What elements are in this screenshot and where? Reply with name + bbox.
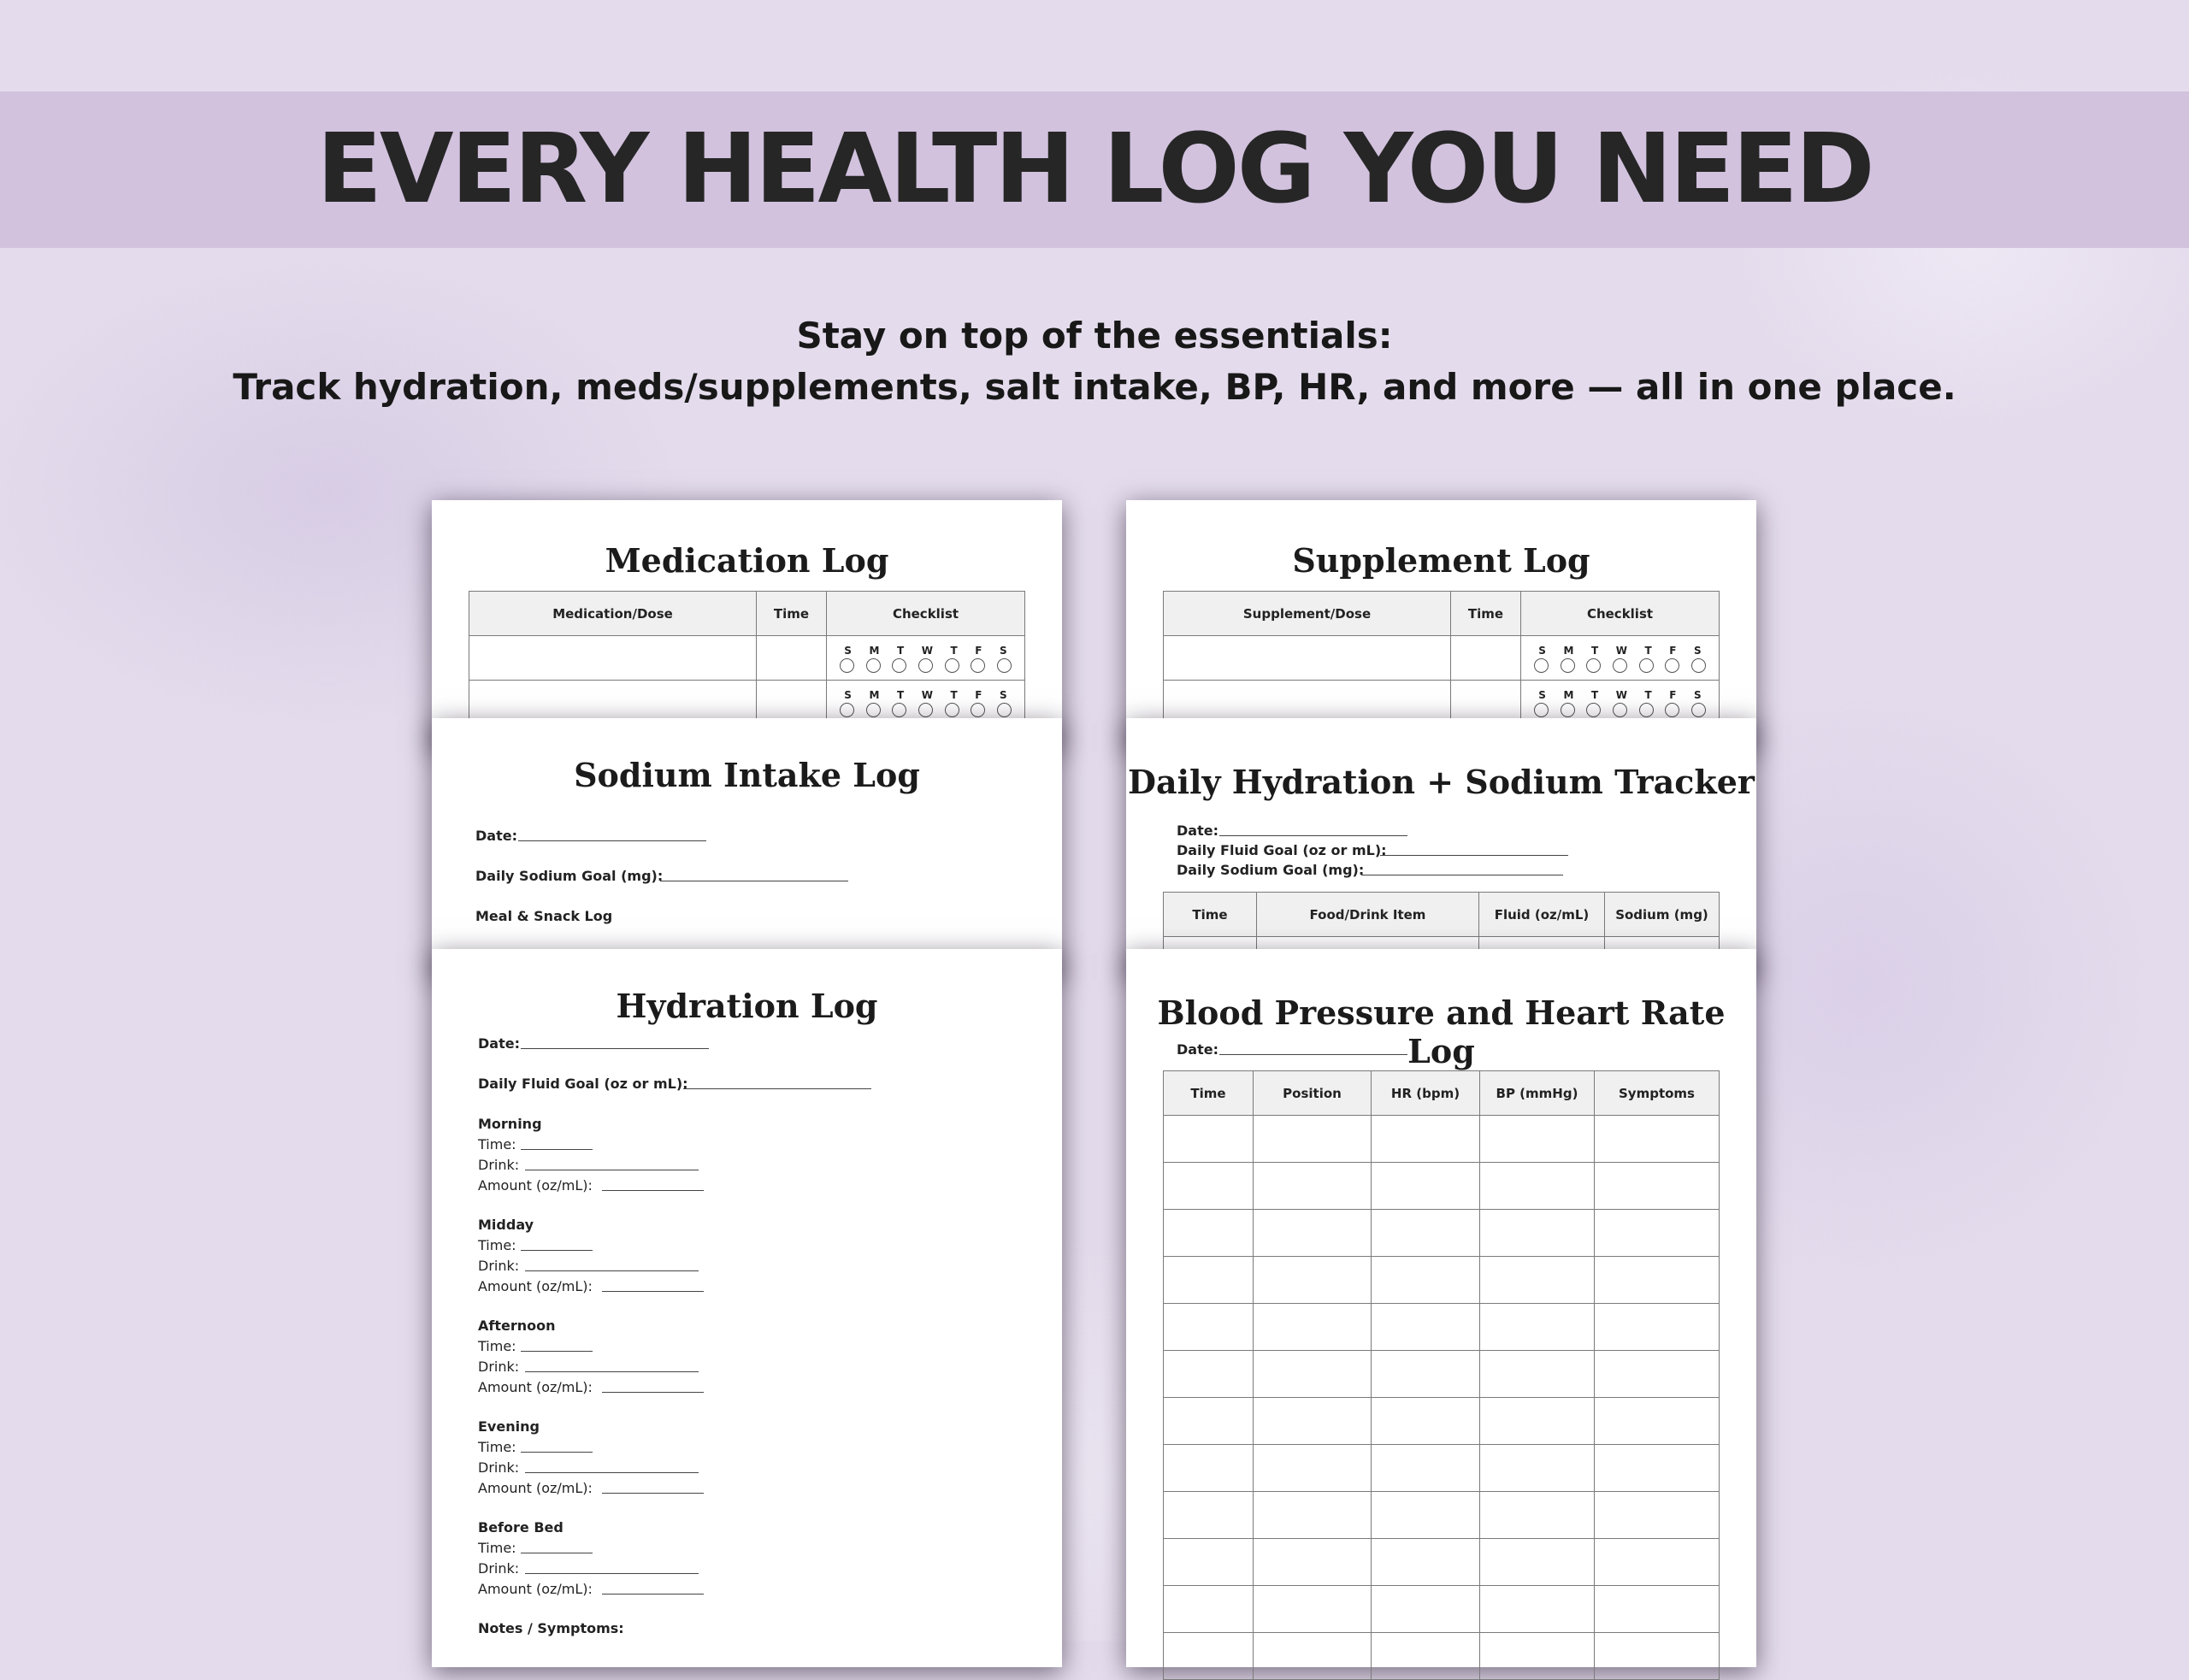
amount-field[interactable] xyxy=(602,1392,704,1393)
drink-field[interactable] xyxy=(525,1270,699,1271)
checkbox-circle[interactable] xyxy=(997,703,1012,717)
table-row xyxy=(1164,1304,1720,1351)
time-label: Time: xyxy=(478,1338,516,1354)
table-row xyxy=(1164,1351,1720,1398)
hydration-log-title: Hydration Log xyxy=(616,987,878,1025)
sodium-goal-label: Daily Sodium Goal (mg): xyxy=(475,868,664,884)
table-row xyxy=(1164,1633,1720,1680)
checkbox-circle[interactable] xyxy=(866,703,881,717)
checkbox-circle[interactable] xyxy=(918,658,933,673)
fluid-goal-label: Daily Fluid Goal (oz or mL): xyxy=(1177,842,1387,858)
checkbox-circle[interactable] xyxy=(1534,703,1549,717)
amount-label: Amount (oz/mL): xyxy=(478,1581,593,1597)
time-label: Time: xyxy=(478,1540,516,1556)
time-field[interactable] xyxy=(521,1351,593,1352)
checkbox-circle[interactable] xyxy=(1691,658,1706,673)
table-row xyxy=(1164,1116,1720,1163)
amount-label: Amount (oz/mL): xyxy=(478,1278,593,1294)
medication-log-page xyxy=(432,500,1062,748)
time-field[interactable] xyxy=(521,1250,593,1251)
weekday-checklist: S M T W T F S xyxy=(827,681,1025,725)
date-label: Date: xyxy=(478,1035,520,1052)
supplement-log-title: Supplement Log xyxy=(1292,541,1590,580)
tracker-title: Daily Hydration + Sodium Tracker xyxy=(1128,763,1755,801)
bp-hr-log-page xyxy=(1126,949,1756,1667)
notes-label: Notes / Symptoms: xyxy=(478,1620,624,1636)
sodium-goal-label: Daily Sodium Goal (mg): xyxy=(1177,862,1365,878)
column-header: HR (bpm) xyxy=(1372,1071,1480,1116)
column-header: Checklist xyxy=(1521,592,1720,636)
drink-label: Drink: xyxy=(478,1459,520,1476)
table-row xyxy=(1164,1586,1720,1633)
checkbox-circle[interactable] xyxy=(1561,703,1575,717)
amount-field[interactable] xyxy=(602,1493,704,1494)
checkbox-circle[interactable] xyxy=(1534,658,1549,673)
drink-field[interactable] xyxy=(525,1472,699,1473)
checkbox-circle[interactable] xyxy=(840,658,854,673)
checkbox-circle[interactable] xyxy=(945,658,959,673)
checkbox-circle[interactable] xyxy=(1561,658,1575,673)
weekday-checklist: S M T W T F S xyxy=(1521,681,1720,725)
table-row xyxy=(1164,1445,1720,1492)
column-header: Medication/Dose xyxy=(469,592,757,636)
date-field[interactable] xyxy=(1219,835,1407,836)
drink-label: Drink: xyxy=(478,1359,520,1375)
checkbox-circle[interactable] xyxy=(1613,658,1627,673)
weekday-checklist: S M T W T F S xyxy=(827,636,1025,681)
checkbox-circle[interactable] xyxy=(971,703,985,717)
page-title: EVERY HEALTH LOG YOU NEED xyxy=(316,114,1873,225)
table-row xyxy=(1164,1539,1720,1586)
sodium-log-page xyxy=(432,718,1062,975)
table-row xyxy=(1164,1257,1720,1304)
time-field[interactable] xyxy=(521,1452,593,1453)
checkbox-circle[interactable] xyxy=(1665,703,1679,717)
subtitle-line-2: Track hydration, meds/supplements, salt intake, BP, HR, and more — all in one place. xyxy=(233,366,1956,408)
supplement-log-page xyxy=(1126,500,1756,748)
amount-label: Amount (oz/mL): xyxy=(478,1379,593,1395)
sodium-log-title: Sodium Intake Log xyxy=(574,756,920,794)
time-label: Time: xyxy=(478,1439,516,1455)
column-header: Food/Drink Item xyxy=(1257,893,1479,937)
checkbox-circle[interactable] xyxy=(971,658,985,673)
tracker-page xyxy=(1126,718,1756,975)
amount-field[interactable] xyxy=(602,1594,704,1595)
checkbox-circle[interactable] xyxy=(945,703,959,717)
section-evening: Evening xyxy=(478,1418,540,1435)
medication-log-title: Medication Log xyxy=(605,541,889,580)
checkbox-circle[interactable] xyxy=(892,658,906,673)
medication-table xyxy=(469,591,1025,725)
weekday-checklist: S M T W T F S xyxy=(1521,636,1720,681)
column-header: Position xyxy=(1254,1071,1372,1116)
checkbox-circle[interactable] xyxy=(1665,658,1679,673)
date-field[interactable] xyxy=(521,1048,709,1049)
column-header: Fluid (oz/mL) xyxy=(1479,893,1605,937)
column-header: Time xyxy=(1164,893,1257,937)
amount-label: Amount (oz/mL): xyxy=(478,1480,593,1496)
checkbox-circle[interactable] xyxy=(1639,658,1654,673)
section-morning: Morning xyxy=(478,1116,542,1132)
table-row xyxy=(469,636,1025,681)
drink-field[interactable] xyxy=(525,1573,699,1574)
drink-field[interactable] xyxy=(525,1371,699,1372)
checkbox-circle[interactable] xyxy=(918,703,933,717)
time-field[interactable] xyxy=(521,1149,593,1150)
fluid-goal-field[interactable] xyxy=(683,1088,871,1089)
table-row xyxy=(1164,1398,1720,1445)
column-header: Time xyxy=(1451,592,1521,636)
checkbox-circle[interactable] xyxy=(997,658,1012,673)
column-header: BP (mmHg) xyxy=(1480,1071,1595,1116)
date-label: Date: xyxy=(475,828,517,844)
supplement-table xyxy=(1163,591,1720,725)
column-header: Symptoms xyxy=(1595,1071,1720,1116)
section-midday: Midday xyxy=(478,1217,534,1233)
checkbox-circle[interactable] xyxy=(1691,703,1706,717)
subtitle-line-1: Stay on top of the essentials: xyxy=(796,315,1393,357)
table-row xyxy=(1164,636,1720,681)
date-field[interactable] xyxy=(1219,1054,1407,1055)
drink-label: Drink: xyxy=(478,1157,520,1173)
date-label: Date: xyxy=(1177,1041,1218,1058)
header-banner xyxy=(0,91,2189,248)
column-header: Checklist xyxy=(827,592,1025,636)
bp-hr-log-title: Blood Pressure and Heart Rate Log xyxy=(1157,993,1726,1070)
table-row xyxy=(1164,1210,1720,1257)
checkbox-circle[interactable] xyxy=(1639,703,1654,717)
column-header: Sodium (mg) xyxy=(1605,893,1720,937)
time-label: Time: xyxy=(478,1136,516,1152)
hydration-log-page xyxy=(432,949,1062,1667)
time-label: Time: xyxy=(478,1237,516,1253)
meal-log-label: Meal & Snack Log xyxy=(475,908,613,924)
fluid-goal-field[interactable] xyxy=(1380,855,1568,856)
checkbox-circle[interactable] xyxy=(1613,703,1627,717)
amount-label: Amount (oz/mL): xyxy=(478,1177,593,1194)
checkbox-circle[interactable] xyxy=(1586,658,1601,673)
checkbox-circle[interactable] xyxy=(840,703,854,717)
table-row xyxy=(1164,1492,1720,1539)
fluid-goal-label: Daily Fluid Goal (oz or mL): xyxy=(478,1076,688,1092)
table-row xyxy=(1164,1163,1720,1210)
checkbox-circle[interactable] xyxy=(866,658,881,673)
drink-label: Drink: xyxy=(478,1560,520,1577)
date-field[interactable] xyxy=(518,840,706,841)
date-label: Date: xyxy=(1177,822,1218,839)
bp-hr-table xyxy=(1163,1070,1720,1680)
amount-field[interactable] xyxy=(602,1190,704,1191)
checkbox-circle[interactable] xyxy=(1586,703,1601,717)
column-header: Supplement/Dose xyxy=(1164,592,1451,636)
amount-field[interactable] xyxy=(602,1291,704,1292)
section-afternoon: Afternoon xyxy=(478,1317,556,1334)
drink-label: Drink: xyxy=(478,1258,520,1274)
column-header: Time xyxy=(1164,1071,1254,1116)
column-header: Time xyxy=(757,592,827,636)
section-before-bed: Before Bed xyxy=(478,1519,563,1536)
checkbox-circle[interactable] xyxy=(892,703,906,717)
